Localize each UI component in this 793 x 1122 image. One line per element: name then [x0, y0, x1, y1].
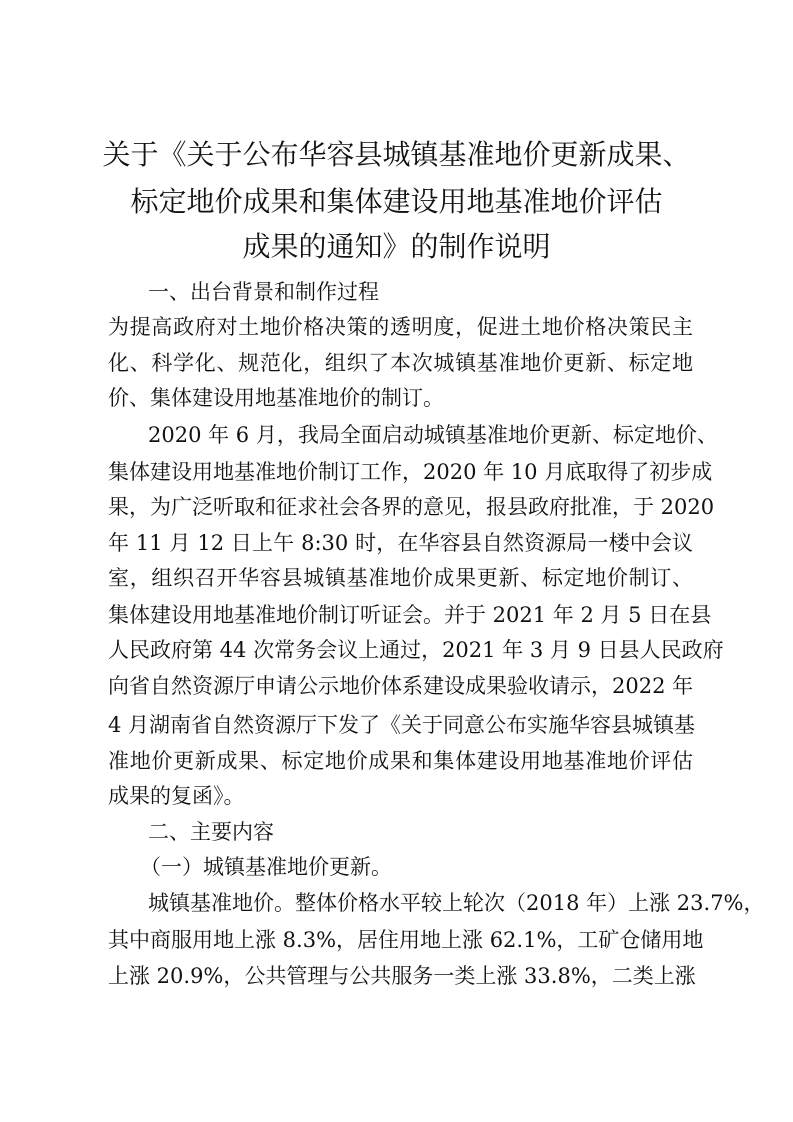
paragraph-line: 4 月湖南省自然资源厅下发了《关于同意公布实施华容县城镇基: [108, 713, 696, 737]
paragraph-line: 其中商服用地上涨 8.3%，居住用地上涨 62.1%，工矿仓储用地: [108, 928, 704, 952]
paragraph-line: 集体建设用地基准地价制订工作，2020 年 10 月底取得了初步成: [108, 460, 713, 484]
paragraph-line: 上涨 20.9%，公共管理与公共服务一类上涨 33.8%，二类上涨: [108, 964, 696, 988]
paragraph-line: 年 11 月 12 日上午 8:30 时，在华容县自然资源局一楼中会议: [108, 531, 693, 555]
paragraph-line: 化、科学化、规范化，组织了本次城镇基准地价更新、标定地: [108, 351, 693, 375]
paragraph-line: 成果的复函》。: [108, 784, 245, 808]
paragraph-line: 2020 年 6 月，我局全面启动城镇基准地价更新、标定地价、: [148, 423, 718, 447]
paragraph-line: 人民政府第 44 次常务会议上通过，2021 年 3 月 9 日县人民政府: [108, 638, 724, 662]
paragraph-line: 城镇基准地价。整体价格水平较上轮次（2018 年）上涨 23.7%，: [148, 891, 765, 915]
document-title-line-1: 关于《关于公布华容县城镇基准地价更新成果、: [102, 138, 691, 171]
paragraph-line: 准地价更新成果、标定地价成果和集体建设用地基准地价评估: [108, 749, 693, 773]
paragraph-line: 向省自然资源厅申请公示地价体系建设成果验收请示，2022 年: [108, 674, 694, 698]
section-1-heading: 一、出台背景和制作过程: [148, 280, 379, 304]
paragraph-line: 室，组织召开华容县城镇基准地价成果更新、标定地价制订、: [108, 566, 693, 590]
paragraph-line: 为提高政府对土地价格决策的透明度，促进土地价格决策民主: [108, 315, 693, 339]
section-2-subheading: （一）城镇基准地价更新。: [140, 855, 392, 879]
document-title-line-2: 标定地价成果和集体建设用地基准地价评估: [130, 185, 663, 218]
paragraph-line: 价、集体建设用地基准地价的制订。: [108, 386, 444, 410]
document-title-line-3: 成果的通知》的制作说明: [242, 230, 551, 263]
paragraph-line: 果，为广泛听取和征求社会各界的意见，报县政府批准，于 2020: [108, 495, 715, 519]
paragraph-line: 集体建设用地基准地价制订听证会。并于 2021 年 2 月 5 日在县: [108, 603, 712, 627]
section-2-heading: 二、主要内容: [148, 820, 274, 844]
